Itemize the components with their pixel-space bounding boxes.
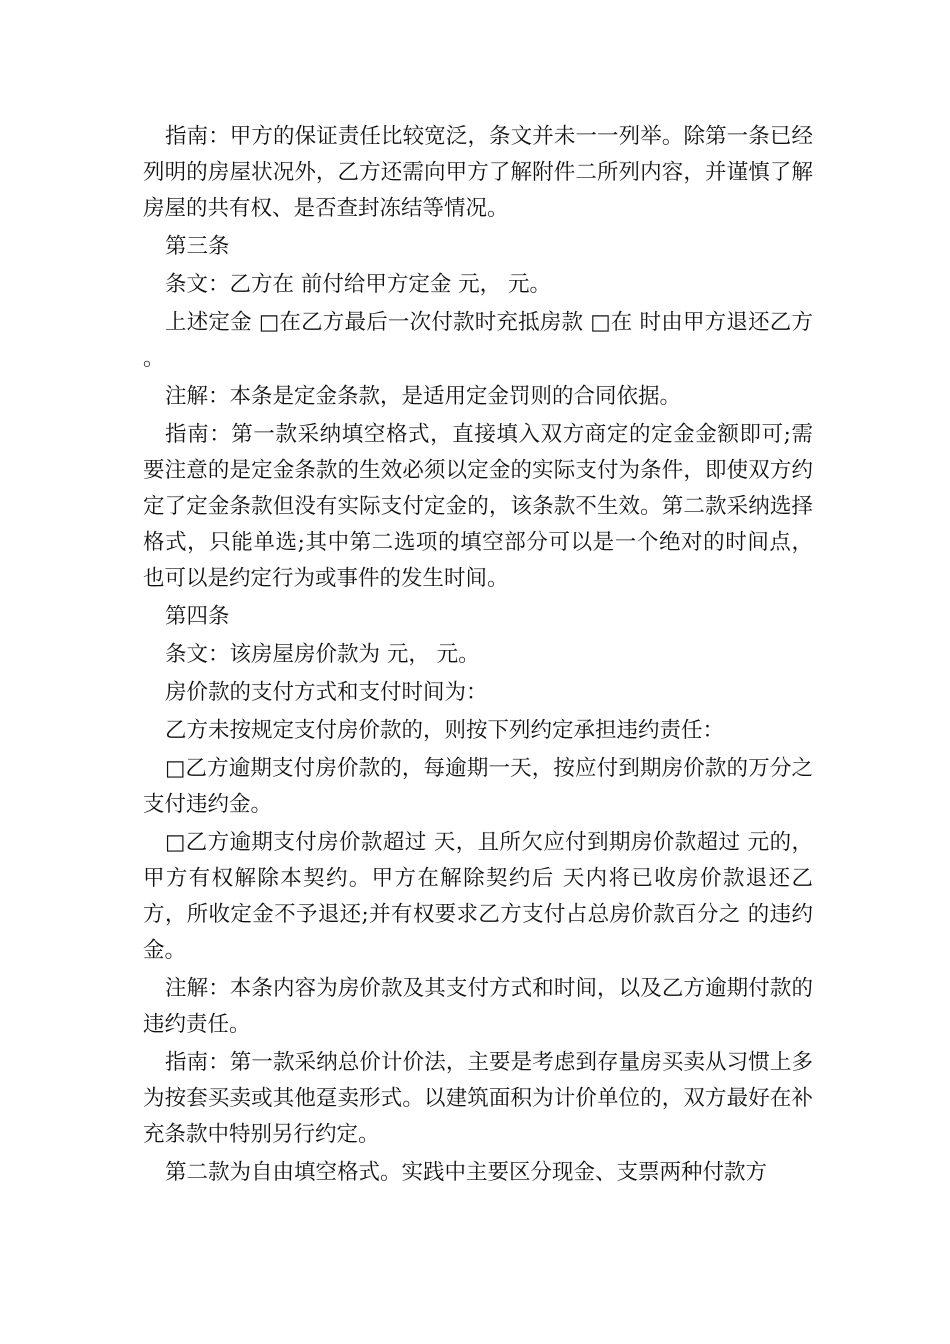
paragraph-note-4: 注解：本条内容为房价款及其支付方式和时间，以及乙方逾期付款的违约责任。 (143, 976, 813, 1037)
paragraph-note-3: 注解：本条是定金条款，是适用定金罚则的合同依据。 (165, 384, 682, 409)
paragraph-breach-option-1: □乙方逾期支付房价款的，每逾期一天，按应付到期房价款的万分之 支付违约金。 (143, 756, 813, 817)
paragraph-guide-3: 指南：第一款采纳填空格式，直接填入双方商定的定金金额即可;需要注意的是定金条款的生效必须以定金的实际支付为条件，即使双方约定了定金条款但没有实际支付定金的，该条款不生效。第二款采纳选择格式，只能单选;其中第二选项的填空部分可以是一个绝对的时间点，也可以是约定行为或事件的发生时间。 (143, 422, 813, 591)
heading-article-4: 第四条 (165, 604, 230, 629)
paragraph-deposit-options: 上述定金 □在乙方最后一次付款时充抵房款 □在 时由甲方退还乙方 。 (143, 310, 813, 371)
paragraph-guide-1: 指南：甲方的保证责任比较宽泛，条文并未一一列举。除第一条已经列明的房屋状况外，乙方还需向甲方了解附件二所列内容，并谨慎了解房屋的共有权、是否查封冻结等情况。 (143, 124, 813, 221)
heading-article-3: 第三条 (165, 234, 230, 259)
document-body (143, 119, 813, 1193)
paragraph-clause-2: 第二款为自由填空格式。实践中主要区分现金、支票两种付款方 (165, 1160, 768, 1185)
paragraph-article-3-text: 条文：乙方在 前付给甲方定金 元， 元。 (165, 272, 552, 297)
paragraph-payment-method: 房价款的支付方式和支付时间为： (165, 680, 488, 705)
paragraph-guide-4: 指南：第一款采纳总价计价法，主要是考虑到存量房买卖从习惯上多为按套买卖或其他趸卖形式。以建筑面积为计价单位的，双方最好在补充条款中特别另行约定。 (143, 1050, 813, 1147)
paragraph-breach-option-2: □乙方逾期支付房价款超过 天，且所欠应付到期房价款超过 元的，甲方有权解除本契约。甲方在解除契约后 天内将已收房价款退还乙方，所收定金不予退还;并有权要求乙方支付占总房价款百分之 的违约金。 (143, 830, 813, 963)
paragraph-breach-intro: 乙方未按规定支付房价款的，则按下列约定承担违约责任： (165, 718, 725, 743)
paragraph-article-4-text: 条文：该房屋房价款为 元， 元。 (165, 642, 480, 667)
